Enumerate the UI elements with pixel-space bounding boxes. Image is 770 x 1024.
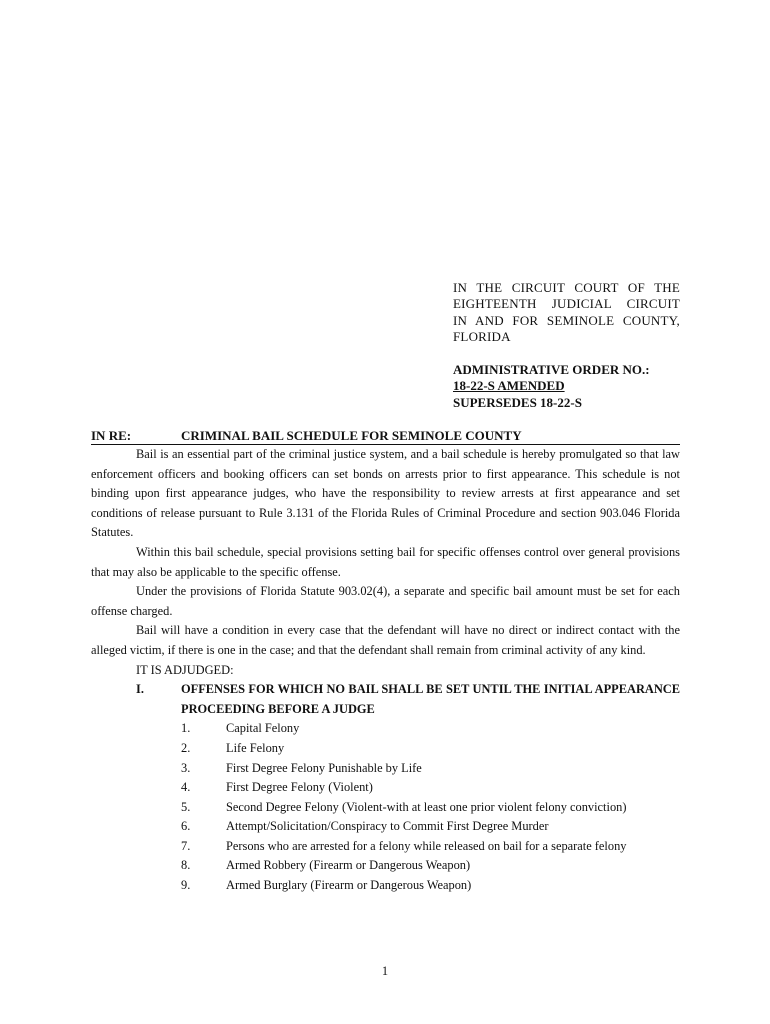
- court-heading: [453, 280, 680, 346]
- list-item: [91, 759, 680, 779]
- item-number: 6.: [181, 819, 191, 834]
- list-item: [91, 778, 680, 798]
- court-heading-line: EIGHTEENTH JUDICIAL CIRCUIT: [453, 296, 680, 312]
- item-number: 2.: [181, 740, 191, 755]
- court-heading-line: FLORIDA: [453, 329, 511, 345]
- item-number: 9.: [181, 878, 191, 893]
- in-re-label: IN RE:: [91, 428, 132, 443]
- court-heading-line: IN THE CIRCUIT COURT OF THE: [453, 280, 680, 295]
- in-re-subject: CRIMINAL BAIL SCHEDULE FOR SEMINOLE COUNTY: [181, 428, 522, 443]
- body-paragraph: Within this bail schedule, special provisions setting bail for specific offenses control over general provisions that may also be applicable to the specific offense.: [91, 544, 680, 579]
- item-number: 5.: [181, 799, 191, 814]
- item-text: Capital Felony: [226, 721, 300, 736]
- section-title: OFFENSES FOR WHICH NO BAIL SHALL BE SET UNTIL THE INITIAL APPEARANCE PROCEEDING BEFORE A JUDGE: [181, 682, 680, 716]
- order-number: 18-22-S AMENDED: [453, 378, 565, 394]
- list-item: [91, 837, 680, 857]
- item-text: Attempt/Solicitation/Conspiracy to Commit First Degree Murder: [226, 819, 549, 834]
- list-item: [91, 798, 680, 818]
- item-number: 8.: [181, 858, 191, 873]
- body-paragraph: Under the provisions of Florida Statute 903.02(4), a separate and specific bail amount must be set for each offense charged.: [91, 584, 680, 618]
- list-item: [91, 719, 680, 739]
- order-label: ADMINISTRATIVE ORDER NO.:: [453, 362, 650, 377]
- list-item: [91, 739, 680, 759]
- order-supersedes: SUPERSEDES 18-22-S: [453, 394, 582, 410]
- section-numeral: I.: [136, 682, 144, 697]
- item-text: Armed Burglary (Firearm or Dangerous Weapon): [226, 878, 472, 893]
- item-text: Second Degree Felony (Violent-with at least one prior violent felony conviction): [226, 799, 627, 814]
- item-text: Life Felony: [226, 740, 285, 755]
- item-text: First Degree Felony (Violent): [226, 780, 373, 795]
- item-number: 3.: [181, 760, 191, 775]
- item-text: Armed Robbery (Firearm or Dangerous Weapon): [226, 858, 471, 873]
- list-item: [91, 817, 680, 837]
- in-re-heading: [91, 427, 680, 445]
- list-item: [91, 876, 680, 896]
- body-paragraph: Bail is an essential part of the criminal justice system, and a bail schedule is hereby promulgated so that law enforcement officers and booking officers can set bonds on arrests prior to first appearance. This schedule is not binding upon first appearance judges, who have the responsibility to review arrests at first appearance and set conditions of release pursuant to Rule 3.131 of the Florida Rules of Criminal Procedure and section 903.046 Florida Statutes.: [91, 447, 680, 540]
- item-number: 1.: [181, 721, 191, 736]
- item-text: First Degree Felony Punishable by Life: [226, 760, 422, 775]
- adjudged-line: IT IS ADJUDGED:: [136, 662, 234, 677]
- item-number: 4.: [181, 780, 191, 795]
- item-text: Persons who are arrested for a felony while released on bail for a separate felony: [226, 838, 627, 853]
- body-paragraph: Bail will have a condition in every case that the defendant will have no direct or indirect contact with the alleged victim, if there is one in the case; and that the defendant shall remain from criminal activity of any kind.: [91, 623, 680, 657]
- order-block: [453, 362, 680, 411]
- court-heading-line: IN AND FOR SEMINOLE COUNTY,: [453, 312, 680, 328]
- list-item: [91, 856, 680, 876]
- offense-list: [91, 719, 680, 895]
- page-number: 1: [381, 964, 389, 978]
- section-heading: [91, 680, 680, 719]
- order-body: [91, 445, 680, 896]
- item-number: 7.: [181, 838, 191, 853]
